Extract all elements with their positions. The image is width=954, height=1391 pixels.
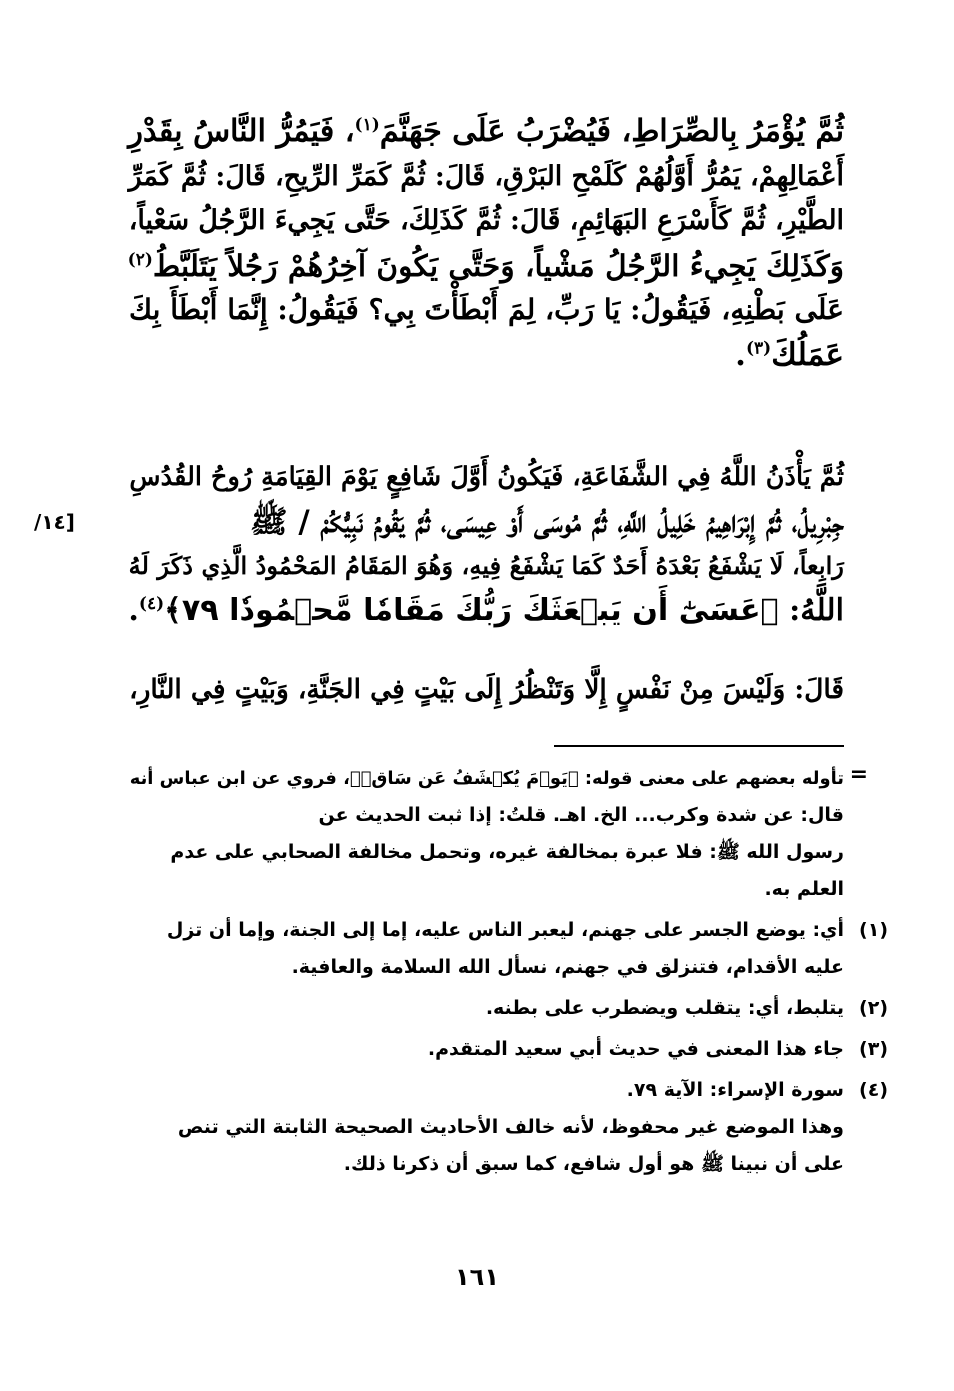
footnote-ref[interactable]: (٢) [127,249,153,270]
body-paragraph-3 [114,668,844,713]
footnote-separator [554,745,844,747]
footnote-line: سورة الإسراء: الآية ٧٩. [626,1079,844,1101]
footnote-line: أي: يوضع الجسر على جهنم، ليعبر الناس عليه، إما إلى الجنة، وإما أن تزل [166,919,844,941]
footnote-item-4 [114,1072,888,1109]
footnote-number: (٢) [859,997,888,1019]
footnote-continued [114,760,844,908]
body-line: أَعْمَالِهِمْ، يَمُرُّ أَوَّلُهُمْ كَلَمْحِ البَرْقِ، قَالَ: ثُمَّ كَمَرِّ الرِّيحِ، قَالَ: ثُمَّ كَمَرِّ [128,160,844,192]
footnote-ref[interactable]: (٣) [745,338,772,359]
footnote-line: يتلبط، أي: يتقلب ويضطرب على بطنه. [485,997,844,1019]
footnote-trailing [114,1109,844,1183]
footnotes-section [114,760,888,1183]
quran-verse: ﴿عَسَىٰٓ أَن يَبۡعَثَكَ رَبُّكَ مَقَامٗا مَّحۡمُودٗا ٧٩﴾ [164,592,779,628]
footnote-line: العلم به. [764,878,844,900]
body-paragraph-1 [114,110,844,377]
page-number: ١٦١ [455,1263,499,1291]
footnote-item-1 [114,912,888,986]
footnote-line: قال: عن شدة وكرب... الخ. اهـ. قلتُ: إذا ثبت الحديث عن [318,804,844,826]
footnote-line: جاء هذا المعنى في حديث أبي سعيد المتقدم. [427,1038,844,1060]
body-line: عَلَى بَطْنِهِ، فَيَقُولُ: يَا رَبِّ، لِمَ أَبْطَأْتَ بِي؟ فَيَقُولُ: إِنَّمَا أَبْطَأَ بِكَ [128,293,844,326]
footnote-item-3 [114,1031,888,1068]
footnote-ref[interactable]: (٤) [138,593,165,614]
body-line: جِبْرِيلُ، ثُمَّ إِبْرَاهِيمُ خَلِيلُ اللَّهِ، ثُمَّ مُوسَى أَوْ عِيسَى، ثُمَّ يَقُومُ نَبِيُّكُمْ / ﷺ [250,503,844,540]
footnote-line: عليه الأقدام، فتنزلق في جهنم، نسأل الله السلامة والعافية. [291,956,844,978]
body-line: ثُمَّ يُؤْمَرُ بِالصِّرَاطِ، فَيُضْرَبُ عَلَى جَهَنَّمَ$^{(١)}$، فَيَمُرُّ النَّاسُ بِقَدْرِ [128,114,844,149]
body-line: ثُمَّ يَأْذَنُ اللَّهُ فِي الشَّفَاعَةِ، فَيَكُونُ أَوَّلَ شَافِعٍ يَوْمَ القِيَامَةِ رُوحُ القُدُسِ [129,462,844,492]
footnote-number: (٤) [859,1079,888,1101]
margin-page-marker: [١٤/ [34,510,75,534]
body-line: رَابِعاً، لَا يَشْفَعُ بَعْدَهُ أَحَدٌ كَمَا يَشْفَعُ فِيهِ، وَهُوَ المَقَامُ المَحْمُودُ الَّذِي ذَكَرَ لَهُ [128,551,844,580]
footnote-item-2 [114,990,888,1027]
footnote-line: تأوله بعضهم على معنى قوله: ﴿يَوۡمَ يُكۡشَفُ عَن سَاقٖ﴾، فروي عن ابن عباس أنه [129,768,844,789]
footnote-ref[interactable]: (١) [354,114,380,135]
body-paragraph-2 [114,455,844,633]
body-line: الطَّيْرِ، ثُمَّ كَأَسْرَعِ البَهَائِمِ، قَالَ: ثُمَّ كَذَلِكَ، حَتَّى يَجِيءَ الرَّجُلُ سَعْياً، [128,205,844,236]
footnote-number: (٣) [859,1038,888,1060]
body-line: وَكَذَلِكَ يَجِيءُ الرَّجُلُ مَشْياً، وَحَتَّى يَكُونَ آخِرُهُمْ رَجُلاً يَتَلَبَّطُ$^{(٢)}$ [127,247,844,283]
footnote-line: رسول الله ﷺ: فلا عبرة بمخالفة غيره، وتحمل مخالفة الصحابي على عدم [170,841,844,863]
body-line: قَالَ: وَلَيْسَ مِنْ نَفْسٍ إِلَّا وَتَنْظُرُ إِلَى بَيْتٍ فِي الجَنَّةِ، وَبَيْتٍ فِي النَّارِ، [129,674,844,705]
body-line: عَمَلُكَ$^{(٣)}$. [735,336,844,373]
body-line: اللَّهُ: ﴿عَسَىٰٓ أَن يَبۡعَثَكَ رَبُّكَ مَقَامٗا مَّحۡمُودٗا ٧٩﴾$^{(٤)}$. [128,592,844,628]
continuation-marker: = [849,762,868,787]
footnote-line: وهذا الموضع غير محفوظ، لأنه خالف الأحاديث الصحيحة الثابتة التي تنص [177,1116,844,1138]
footnote-line: على أن نبينا ﷺ هو أول شافع، كما سبق أن ذكرنا ذلك. [343,1153,844,1175]
footnote-number: (١) [859,919,888,941]
